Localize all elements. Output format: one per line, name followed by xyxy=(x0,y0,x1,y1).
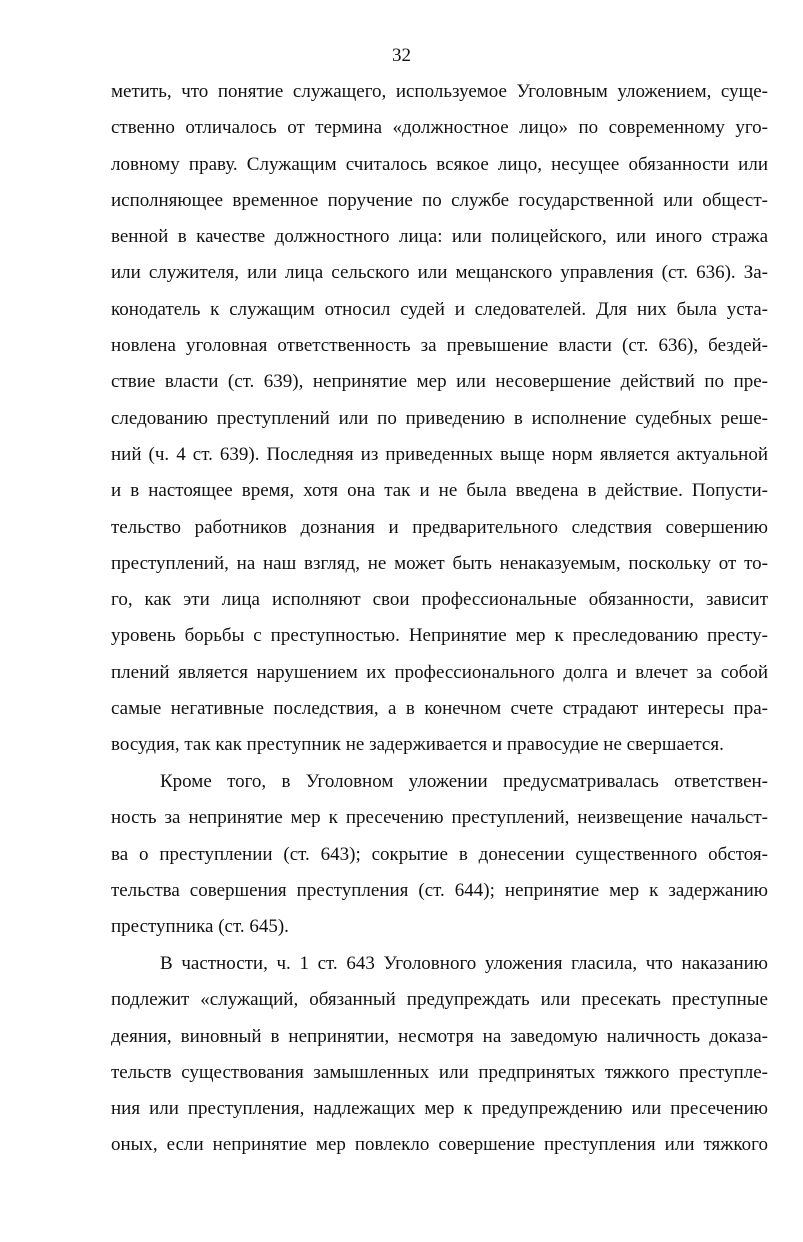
text-line: тельство работников дознания и предварительного следствия совершению xyxy=(111,516,768,538)
text-line: В частности, ч. 1 ст. 643 Уголовного уложения гласила, что наказанию xyxy=(160,953,768,974)
paragraph-2 xyxy=(111,764,768,945)
paragraph-1 xyxy=(111,74,768,764)
text-line: ность за непринятие мер к пресечению преступлений, неизвещение начальст- xyxy=(111,807,768,829)
text-line: Кроме того, в Уголовном уложении предусматривалась ответствен- xyxy=(160,771,768,792)
text-line: ствие власти (ст. 639), непринятие мер или несовершение действий по пре- xyxy=(111,371,768,393)
paragraph-3 xyxy=(111,946,768,1164)
text-line: ловному праву. Служащим считалось всякое лицо, несущее обязанности или xyxy=(111,153,768,175)
text-line: ний (ч. 4 ст. 639). Последняя из приведенных выще норм является актуальной xyxy=(111,443,768,465)
text-line: тельств существования замышленных или предпринятых тяжкого преступле- xyxy=(111,1061,768,1083)
page-number: 32 xyxy=(392,45,411,66)
text-line: оных, если непринятие мер повлекло совершение преступления или тяжкого xyxy=(111,1134,768,1156)
text-line: ственно отличалось от термина «должностное лицо» по современному уго- xyxy=(111,117,768,139)
text-line: следованию преступлений или по приведению в исполнение судебных реше- xyxy=(111,407,768,429)
text-line: исполняющее временное поручение по службе государственной или общест- xyxy=(111,189,768,211)
text-line: подлежит «служащий, обязанный предупреждать или пресекать преступные xyxy=(111,989,768,1011)
text-line: восудия, так как преступник не задерживается и правосудие не свершается. xyxy=(111,734,724,756)
text-line: преступника (ст. 645). xyxy=(111,916,289,938)
text-line: самые негативные последствия, а в конечном счете страдают интересы пра- xyxy=(111,698,768,720)
text-line: преступлений, на наш взгляд, не может быть ненаказуемым, поскольку от то- xyxy=(111,552,768,574)
text-line: уровень борьбы с преступностью. Непринятие мер к преследованию престу- xyxy=(111,625,768,647)
text-line: и в настоящее время, хотя она так и не была введена в действие. Попусти- xyxy=(111,480,768,502)
text-line: деяния, виновный в непринятии, несмотря на заведомую наличность доказа- xyxy=(111,1025,768,1047)
text-line: плений является нарушением их профессионального долга и влечет за собой xyxy=(111,661,768,683)
text-line: венной в качестве должностного лица: или полицейского, или иного стража xyxy=(111,226,768,248)
text-line: го, как эти лица исполняют свои профессиональные обязанности, зависит xyxy=(111,589,768,611)
text-line: или служителя, или лица сельского или мещанского управления (ст. 636). За- xyxy=(111,262,768,284)
text-line: тельства совершения преступления (ст. 644); непринятие мер к задержанию xyxy=(111,879,768,901)
text-line: конодатель к служащим относил судей и следователей. Для них была уста- xyxy=(111,298,768,320)
text-line: ния или преступления, надлежащих мер к предупреждению или пресечению xyxy=(111,1098,768,1120)
text-line: метить, что понятие служащего, используемое Уголовным уложением, суще- xyxy=(111,81,768,102)
text-line: новлена уголовная ответственность за превышение власти (ст. 636), бездей- xyxy=(111,335,768,357)
text-line: ва о преступлении (ст. 643); сокрытие в донесении существенного обстоя- xyxy=(111,843,768,865)
